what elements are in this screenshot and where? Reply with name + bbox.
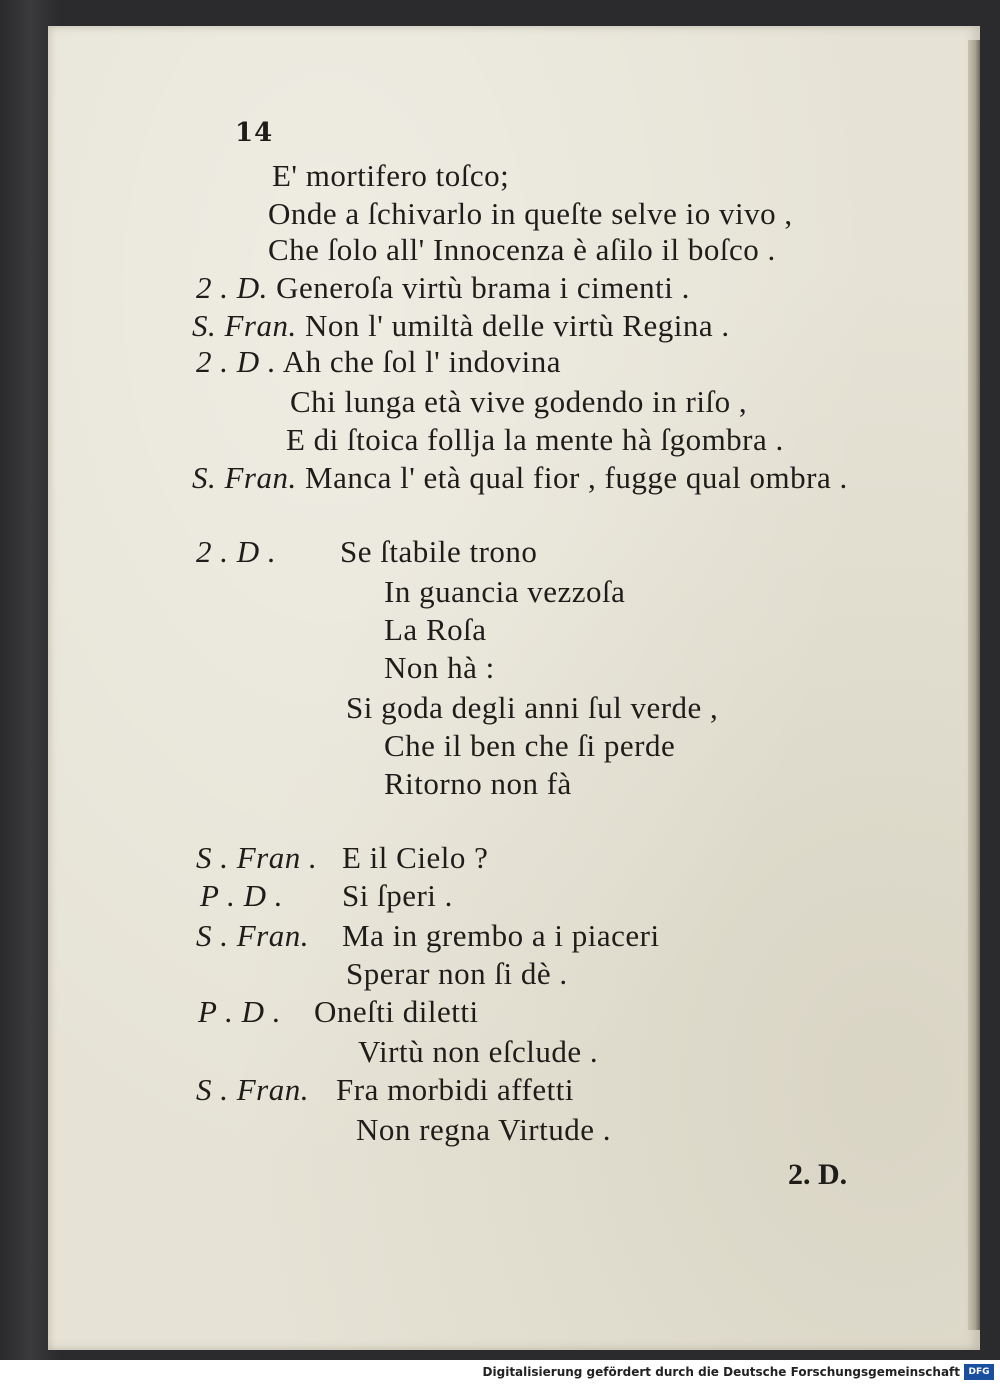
text-line: S. Fran. Manca l' età qual fior , fugge qual ombra . xyxy=(192,460,848,495)
speaker-label: 2 . D . xyxy=(196,344,277,379)
text-line: In guancia vezzoſa xyxy=(384,574,626,609)
speaker-label: P . D . xyxy=(198,994,282,1029)
text-line: E' mortifero toſco; xyxy=(272,158,510,193)
speaker-label: S . Fran. xyxy=(196,1072,309,1107)
text-line xyxy=(198,994,281,1030)
text-line xyxy=(196,840,317,876)
text-line xyxy=(200,878,283,914)
text-line: Sperar non ſi dè . xyxy=(346,956,568,991)
text-line: 2 . D. Generoſa virtù brama i cimenti . xyxy=(196,270,690,305)
text-line xyxy=(196,534,276,570)
text-line: La Roſa xyxy=(384,612,487,647)
speaker-label: 2 . D . xyxy=(196,534,277,569)
text-line: Ritorno non fà xyxy=(384,766,572,801)
catchword: 2. D. xyxy=(788,1158,848,1191)
text-line: Se ſtabile trono xyxy=(340,534,538,569)
text-line: E di ſtoica follja la mente hà ſgombra . xyxy=(286,422,784,457)
text-line: Virtù non eſclude . xyxy=(358,1034,599,1069)
text-line: E il Cielo ? xyxy=(342,840,489,875)
text-line xyxy=(196,1072,309,1108)
text-line: Chi lunga età vive godendo in riſo , xyxy=(290,384,748,419)
text-line: Si ſperi . xyxy=(342,878,453,913)
text-line: Che il ben che ſi perde xyxy=(384,728,676,763)
text-line: Si goda degli anni ſul verde , xyxy=(346,690,719,725)
dfg-logo-icon: DFG xyxy=(964,1364,994,1380)
text-line: Non hà : xyxy=(384,650,495,685)
text-line: Fra morbidi affetti xyxy=(336,1072,574,1107)
footer-credit: Digitalisierung gefördert durch die Deutsche Forschungsgemeinschaft xyxy=(482,1365,960,1379)
text-line: Non regna Virtude . xyxy=(356,1112,612,1147)
text-line: Ma in grembo a i piaceri xyxy=(342,918,660,953)
speaker-label: 2 . D. xyxy=(196,270,268,305)
text-line: Onde a ſchivarlo in queſte selve io vivo , xyxy=(268,196,793,231)
text-line: Oneſti diletti xyxy=(314,994,479,1029)
speaker-label: S. Fran. xyxy=(192,308,297,343)
speaker-label: S . Fran. xyxy=(196,918,309,953)
text-line: 2 . D . Ah che ſol l' indovina xyxy=(196,344,562,379)
text-line: Che ſolo all' Innocenza è aſilo il boſco . xyxy=(268,232,776,267)
page-edge xyxy=(968,40,980,1330)
footer-bar xyxy=(0,1360,1000,1385)
text-line xyxy=(196,918,309,954)
text-line: S. Fran. Non l' umiltà delle virtù Regina . xyxy=(192,308,730,343)
speaker-label: P . D . xyxy=(200,878,284,913)
page-number: 14 xyxy=(235,118,274,148)
speaker-label: S. Fran. xyxy=(192,460,297,495)
speaker-label: S . Fran . xyxy=(196,840,318,875)
